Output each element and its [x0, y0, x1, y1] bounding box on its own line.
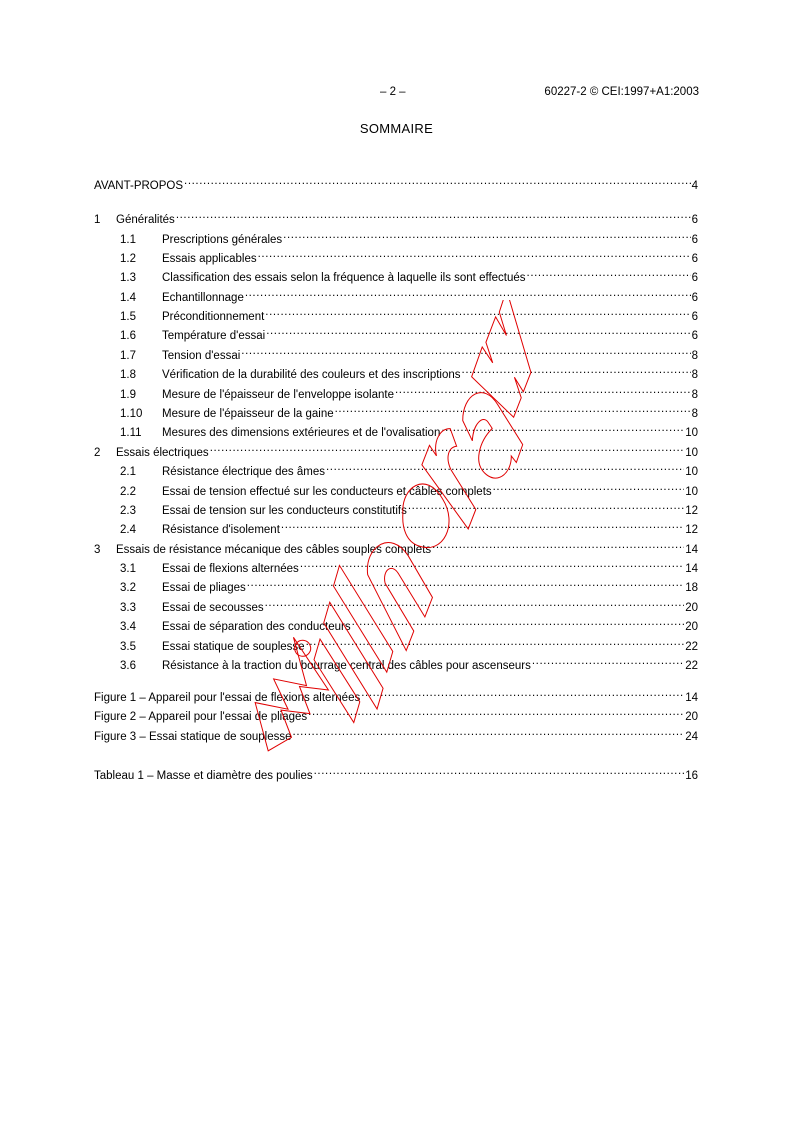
toc-entry[interactable]: [94, 518, 698, 536]
toc-leader: [326, 460, 684, 475]
toc-entry[interactable]: [94, 615, 698, 633]
toc-label: Essais de résistance mécanique des câbles souples complets: [116, 544, 432, 556]
document-reference: 60227-2 © CEI:1997+A1:2003: [544, 86, 699, 98]
toc-number: 2.3: [120, 505, 136, 517]
toc-leader: [395, 383, 691, 398]
toc-entry[interactable]: [94, 725, 698, 743]
toc-page: 20: [685, 711, 698, 723]
toc-page: 16: [685, 770, 698, 782]
toc-entry[interactable]: [94, 654, 698, 672]
toc-entry[interactable]: [94, 764, 698, 782]
toc-page: 6: [691, 330, 698, 342]
toc-label: Essai de secousses: [162, 602, 264, 614]
toc-page: 24: [685, 731, 698, 743]
toc-leader: [432, 538, 684, 553]
toc-number: 1.7: [120, 350, 136, 362]
page-title: SOMMAIRE: [359, 121, 434, 136]
toc-page: 6: [691, 214, 698, 226]
toc-label: Mesure de l'épaisseur de l'enveloppe isolante: [162, 389, 394, 401]
toc-leader: [281, 518, 684, 533]
page-header: [0, 86, 793, 104]
toc-page: 6: [691, 311, 698, 323]
toc-label: Essai de tension sur les conducteurs constitutifs: [162, 505, 407, 517]
toc-number: 2.4: [120, 524, 136, 536]
toc-label: Tension d'essai: [162, 350, 241, 362]
toc-number: 2.2: [120, 486, 136, 498]
toc-entry[interactable]: [94, 402, 698, 420]
toc-entry[interactable]: [94, 363, 698, 381]
toc-leader: [293, 725, 685, 740]
toc-leader: [265, 305, 690, 320]
toc-number: 3.6: [120, 660, 136, 672]
toc-entry[interactable]: [94, 557, 698, 575]
toc-label: Résistance à la traction du bourrage central des câbles pour ascenseurs: [162, 660, 531, 672]
toc-page: 6: [691, 292, 698, 304]
toc-page: 8: [691, 408, 698, 420]
toc-label: Essai statique de souplesse: [162, 641, 305, 653]
toc-page: 8: [691, 369, 698, 381]
toc-number: 1.11: [120, 427, 142, 439]
toc-page: 6: [691, 253, 698, 265]
toc-page: 6: [691, 272, 698, 284]
toc-page: 20: [685, 602, 698, 614]
toc-label: Figure 2 – Appareil pour l'essai de pliages: [94, 711, 308, 723]
toc-leader: [335, 402, 691, 417]
toc-label: Essais électriques: [116, 447, 209, 459]
toc-entry[interactable]: [94, 499, 698, 517]
toc-label: Essai de pliages: [162, 582, 246, 594]
toc-number: 1: [94, 214, 101, 226]
toc-page: 10: [685, 447, 698, 459]
toc-page: 6: [691, 234, 698, 246]
toc-leader: [184, 174, 691, 189]
toc-label: Essais applicables: [162, 253, 257, 265]
toc-entry[interactable]: [94, 480, 698, 498]
toc-entry[interactable]: [94, 344, 698, 362]
toc-entry[interactable]: [94, 228, 698, 246]
toc-label: Figure 1 – Appareil pour l'essai de flexions alternées: [94, 692, 361, 704]
toc-leader: [283, 228, 690, 243]
toc-number: 3.3: [120, 602, 136, 614]
toc-entry[interactable]: [94, 441, 698, 459]
toc-entry[interactable]: [94, 305, 698, 323]
toc-page: 18: [685, 582, 698, 594]
toc-leader: [441, 421, 684, 436]
toc-leader: [462, 363, 691, 378]
toc-label: Résistance électrique des âmes: [162, 466, 325, 478]
toc-number: 1.8: [120, 369, 136, 381]
toc-leader: [258, 247, 691, 262]
toc-page: 10: [685, 427, 698, 439]
toc-label: Température d'essai: [162, 330, 266, 342]
toc-page: 8: [691, 389, 698, 401]
toc-entry[interactable]: [94, 421, 698, 439]
toc-number: 3.4: [120, 621, 136, 633]
toc-leader: [241, 344, 690, 359]
toc-leader: [314, 764, 685, 779]
toc-page: 4: [691, 180, 698, 192]
toc-page: 14: [685, 692, 698, 704]
toc-page: 20: [685, 621, 698, 633]
toc-entry[interactable]: [94, 247, 698, 265]
toc-leader: [300, 557, 684, 572]
toc-label: Essai de séparation des conducteurs: [162, 621, 351, 633]
toc-leader: [245, 286, 691, 301]
toc-leader: [493, 480, 685, 495]
toc-page: 10: [685, 486, 698, 498]
toc-entry[interactable]: [94, 383, 698, 401]
toc-entry[interactable]: [94, 576, 698, 594]
toc-leader: [176, 208, 691, 223]
toc-leader: [210, 441, 685, 456]
toc-entry[interactable]: [94, 460, 698, 478]
toc-entry[interactable]: [94, 635, 698, 653]
toc-page: 14: [685, 563, 698, 575]
toc-number: 1.9: [120, 389, 136, 401]
toc-number: 2.1: [120, 466, 136, 478]
toc-entry[interactable]: [94, 538, 698, 556]
toc-leader: [265, 596, 685, 611]
toc-number: 3.1: [120, 563, 136, 575]
toc-label: Mesures des dimensions extérieures et de l'ovalisation: [162, 427, 441, 439]
toc-label: Essai de tension effectué sur les conducteurs et câbles complets: [162, 486, 492, 498]
toc-number: 2: [94, 447, 101, 459]
page-number: – 2 –: [380, 86, 406, 98]
toc-entry[interactable]: [94, 324, 698, 342]
toc-number: 3.5: [120, 641, 136, 653]
toc-number: 1.10: [120, 408, 143, 420]
toc-label: Résistance d'isolement: [162, 524, 280, 536]
toc-number: 1.6: [120, 330, 136, 342]
toc-page: 22: [685, 641, 698, 653]
toc-leader: [306, 635, 685, 650]
toc-number: 1.1: [120, 234, 136, 246]
toc-label: Echantillonnage: [162, 292, 244, 304]
toc-label: Mesure de l'épaisseur de la gaine: [162, 408, 334, 420]
toc-leader: [532, 654, 684, 669]
toc-leader: [308, 705, 684, 720]
toc-label: Préconditionnement: [162, 311, 265, 323]
toc-page: 12: [685, 524, 698, 536]
toc-leader: [352, 615, 685, 630]
toc-entry[interactable]: [94, 705, 698, 723]
toc-entry[interactable]: [94, 266, 698, 284]
toc-entry[interactable]: [94, 686, 698, 704]
toc-label: Essai de flexions alternées: [162, 563, 299, 575]
toc-label: Vérification de la durabilité des couleurs et des inscriptions: [162, 369, 461, 381]
toc-number: 1.3: [120, 272, 136, 284]
toc-number: 1.4: [120, 292, 136, 304]
toc-leader: [247, 576, 684, 591]
toc-leader: [361, 686, 684, 701]
toc-leader: [527, 266, 691, 281]
toc-label: Classification des essais selon la fréquence à laquelle ils sont effectués: [162, 272, 526, 284]
toc-number: 3.2: [120, 582, 136, 594]
toc-page: 10: [685, 466, 698, 478]
toc-page: 14: [685, 544, 698, 556]
toc-leader: [266, 324, 690, 339]
toc-leader: [408, 499, 684, 514]
toc-label: Généralités: [116, 214, 175, 226]
toc-entry[interactable]: [94, 286, 698, 304]
toc-entry[interactable]: [94, 596, 698, 614]
toc-entry[interactable]: [94, 174, 698, 192]
toc-page: 8: [691, 350, 698, 362]
toc-number: 3: [94, 544, 101, 556]
toc-label: Figure 3 – Essai statique de souplesse: [94, 731, 292, 743]
toc-label: Prescriptions générales: [162, 234, 283, 246]
toc-entry[interactable]: [94, 208, 698, 226]
toc-label: AVANT-PROPOS: [94, 180, 184, 192]
toc-number: 1.5: [120, 311, 136, 323]
toc-label: Tableau 1 – Masse et diamètre des poulies: [94, 770, 313, 782]
toc-page: 12: [685, 505, 698, 517]
toc-number: 1.2: [120, 253, 136, 265]
toc-page: 22: [685, 660, 698, 672]
